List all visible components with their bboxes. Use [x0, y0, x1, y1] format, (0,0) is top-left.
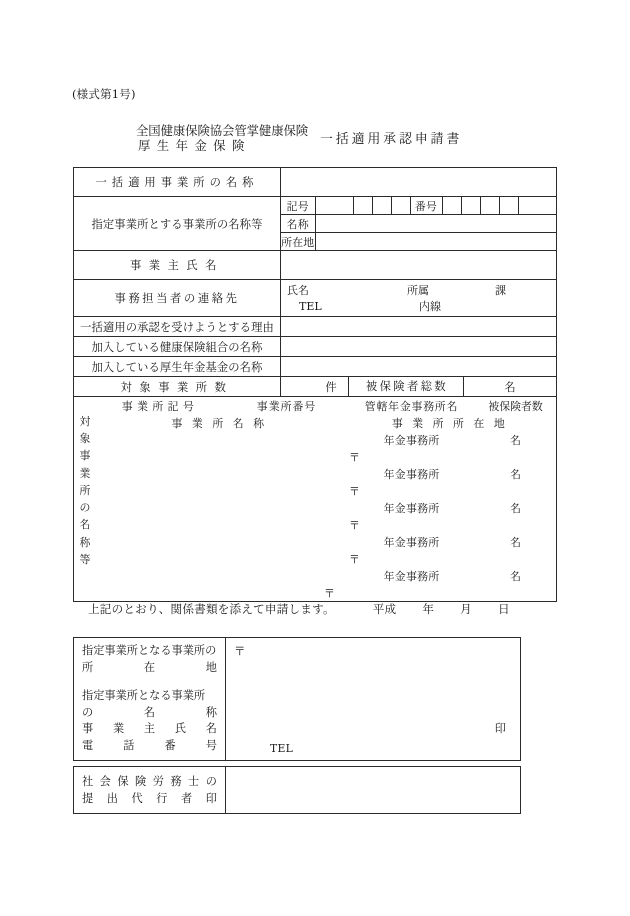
sharoushi-seal-area — [226, 767, 520, 810]
statement-year[interactable]: 年 — [422, 602, 435, 616]
applicant-values — [226, 638, 520, 760]
label-kenpo: 加入している健康保険組合の名称 — [74, 337, 281, 357]
entry-row-address-2 — [74, 482, 557, 499]
label-jigyonushi-shimei — [82, 721, 217, 738]
field-riyu[interactable] — [281, 317, 557, 337]
sharoushi-label-cell — [74, 767, 226, 814]
row-meisho — [281, 215, 556, 233]
field-kigo-blank-1[interactable] — [96, 431, 149, 448]
field-bango-2[interactable] — [480, 197, 499, 215]
field-jigyonushi[interactable] — [281, 251, 557, 280]
label-char: 保 — [117, 775, 129, 788]
field-jigyosho-shozaichi-1[interactable]: 〒 — [349, 450, 360, 464]
label-contact-ka: 課 — [495, 284, 506, 297]
field-jigyosho-shozaichi-5[interactable]: 〒 — [324, 586, 335, 600]
field-bango-c-2[interactable] — [274, 465, 299, 482]
field-hihokensha-su-1[interactable]: 名 — [510, 433, 521, 447]
field-bango-c-4[interactable] — [274, 533, 299, 550]
body-header-row-1 — [74, 397, 557, 414]
field-bango-c-5[interactable] — [274, 567, 299, 584]
entry-row-codes-5 — [74, 567, 557, 584]
label-char: 務 — [170, 775, 182, 788]
field-jigyosho-meisho-1[interactable] — [96, 448, 349, 465]
field-bango-e-4[interactable] — [324, 533, 349, 550]
entry-row-address-5 — [74, 584, 557, 601]
label-char: 名 — [143, 705, 156, 719]
field-bango-b-4[interactable] — [249, 533, 274, 550]
field-kigo-1[interactable] — [353, 197, 372, 215]
label-char: 電 — [82, 738, 94, 752]
row-shitei-jigyosho — [74, 197, 557, 251]
row-kenpo — [74, 337, 557, 357]
title-insurance-stack — [136, 124, 308, 153]
vchar-0: 対 — [79, 414, 91, 428]
field-meisho[interactable] — [315, 215, 556, 233]
entry-row-codes-3 — [74, 499, 557, 516]
row-contact — [74, 280, 557, 317]
sharoushi-row — [74, 767, 521, 814]
field-hihokensha-su-4[interactable]: 名 — [510, 535, 521, 549]
field-kigo-a-1[interactable] — [149, 431, 174, 448]
field-bango-a-4[interactable] — [224, 533, 249, 550]
field-kigo-b-2[interactable] — [174, 465, 199, 482]
label-shozaichi: 所在地 — [281, 233, 315, 251]
label-char: 号 — [205, 738, 217, 752]
applicant-labels — [74, 638, 225, 760]
field-kigo-a-5[interactable] — [149, 567, 174, 584]
statement-day[interactable]: 日 — [497, 602, 510, 616]
field-bango-e-3[interactable] — [324, 499, 349, 516]
field-nenkin-jimusho-2[interactable]: 年金事務所 — [383, 467, 440, 481]
body-block-cell — [74, 397, 557, 602]
field-kikin[interactable] — [281, 357, 557, 377]
label-kigo: 記号 — [281, 197, 315, 215]
main-form-table — [73, 167, 557, 602]
header-jigyosho-meisho: 事業所名称 — [171, 416, 274, 430]
unit-ken: 件 — [325, 380, 337, 394]
label-char: 氏 — [174, 722, 187, 735]
row-count — [74, 377, 557, 397]
label-char: 称 — [205, 705, 217, 719]
shitei-subgrid-cell — [281, 197, 557, 251]
label-char: 所 — [82, 660, 94, 674]
field-bango-c-3[interactable] — [274, 499, 299, 516]
statement-month[interactable]: 月 — [460, 602, 472, 616]
count-inner — [281, 377, 556, 396]
label-ikkatsu-name: 一括適用事業所の名称 — [74, 168, 281, 197]
field-bango-a-2[interactable] — [224, 465, 249, 482]
entry-row-address-3 — [74, 516, 557, 533]
field-kigo-b-3[interactable] — [174, 499, 199, 516]
applicant-row — [74, 638, 521, 761]
label-contact: 事務担当者の連絡先 — [74, 280, 281, 317]
row-kigo-bango — [281, 197, 556, 215]
vchar-5: の — [79, 501, 91, 515]
field-kigo-0[interactable] — [315, 197, 353, 215]
value-tel-label: TEL — [270, 742, 294, 755]
field-nenkin-jimusho-3[interactable]: 年金事務所 — [383, 501, 440, 515]
field-bango-d-2[interactable] — [299, 465, 324, 482]
label-char: 主 — [143, 722, 156, 735]
label-char: 名 — [205, 722, 217, 735]
label-shitei-address-2 — [82, 660, 217, 677]
field-kigo-a-4[interactable] — [149, 533, 174, 550]
label-char: 地 — [205, 660, 217, 674]
field-bango-e-5[interactable] — [324, 567, 349, 584]
label-char: 社 — [82, 775, 94, 788]
field-kigo-blank-3[interactable] — [96, 499, 149, 516]
vchar-8: 等 — [79, 553, 91, 567]
unit-mei: 名 — [504, 380, 516, 394]
jigyosho-list-table — [74, 397, 557, 601]
field-shozaichi[interactable] — [315, 233, 556, 251]
title-line-1: 全国健康保険協会管掌健康保険 — [136, 123, 309, 138]
value-yubin-mark: 〒 — [234, 644, 246, 658]
entry-row-address-4 — [74, 550, 557, 567]
label-char: 事 — [82, 722, 94, 735]
field-bango-3[interactable] — [499, 197, 518, 215]
header-jigyosho-bango: 事業所番号 — [256, 399, 317, 413]
statement-era: 平成 — [372, 602, 397, 616]
title-main: 一括適用承認申請書 — [320, 132, 463, 148]
label-char: 代 — [131, 792, 143, 805]
label-shitei-address-1: 指定事業所となる事業所の — [82, 644, 217, 657]
label-jigyonushi: 事業主氏名 — [74, 251, 281, 280]
row-jigyonushi — [74, 251, 557, 280]
label-meisho: 名称 — [281, 215, 315, 233]
field-kigo-blank-4[interactable] — [96, 533, 149, 550]
row-body-block — [74, 397, 557, 602]
document-title — [136, 124, 462, 153]
label-count: 対象事業所数 — [74, 377, 281, 397]
field-jigyosho-meisho-5[interactable] — [74, 584, 324, 601]
label-char: の — [82, 705, 94, 719]
label-char: 出 — [106, 792, 118, 805]
statement-text: 上記のとおり、関係書類を添えて申請します。 — [88, 602, 335, 616]
label-bango: 番号 — [410, 197, 442, 215]
field-nenkin-jimusho-4[interactable]: 年金事務所 — [383, 535, 440, 549]
vchar-6: 名 — [79, 518, 91, 532]
field-bango-4[interactable] — [518, 197, 556, 215]
row-riyu — [74, 317, 557, 337]
label-char: 険 — [135, 775, 147, 788]
field-bango-d-5[interactable] — [299, 567, 324, 584]
vertical-label-taisho — [74, 397, 96, 584]
label-char: 印 — [205, 792, 217, 805]
field-bango-c-1[interactable] — [274, 431, 299, 448]
label-gap — [82, 676, 217, 688]
field-jigyosho-shozaichi-2[interactable]: 〒 — [349, 484, 360, 498]
field-kigo-a-3[interactable] — [149, 499, 174, 516]
header-hihokensha-su: 被保険者数 — [488, 399, 543, 413]
label-char: 在 — [143, 660, 156, 674]
form-number: (様式第1号) — [72, 87, 136, 101]
field-kigo-b-4[interactable] — [174, 533, 199, 550]
field-ikkatsu-name[interactable] — [281, 168, 557, 197]
field-contact[interactable] — [281, 280, 557, 317]
vchar-4: 所 — [79, 483, 91, 497]
field-bango-e-1[interactable] — [324, 431, 349, 448]
field-kigo-c-4[interactable] — [199, 533, 224, 550]
label-char: 士 — [188, 775, 200, 788]
header-kankatsu: 管轄年金事務所名 — [364, 399, 459, 413]
sharoushi-seal-field[interactable] — [226, 767, 521, 814]
field-kigo-c-1[interactable] — [199, 431, 224, 448]
label-char: 会 — [99, 775, 111, 788]
label-char: 提 — [82, 792, 94, 805]
seal-mark: 印 — [494, 722, 506, 735]
header-jigyosho-kigo: 事業所記号 — [121, 399, 199, 413]
field-jigyosho-meisho-3[interactable] — [96, 516, 349, 533]
row-ikkatsu-name — [74, 168, 557, 197]
field-bango-1[interactable] — [461, 197, 480, 215]
field-bango-0[interactable] — [442, 197, 461, 215]
entry-row-codes-1 — [74, 431, 557, 448]
contact-row-2 — [287, 299, 550, 315]
field-bango-a-1[interactable] — [224, 431, 249, 448]
sharoushi-table — [73, 766, 521, 814]
vchar-3: 業 — [79, 466, 91, 480]
label-kikin: 加入している厚生年金基金の名称 — [74, 357, 281, 377]
field-jigyosho-meisho-4[interactable] — [96, 550, 349, 567]
row-kikin — [74, 357, 557, 377]
row-shozaichi — [281, 233, 556, 251]
label-shitei-name-2 — [82, 705, 217, 722]
field-jigyosho-shozaichi-3[interactable]: 〒 — [349, 518, 360, 532]
applicant-labels-cell — [74, 638, 226, 761]
contact-inner — [281, 280, 556, 316]
applicant-details-table — [73, 637, 521, 761]
vchar-1: 象 — [79, 431, 91, 445]
label-hihokensha-total: 被保険者総数 — [348, 377, 464, 396]
field-hihokensha-su-3[interactable]: 名 — [510, 501, 521, 515]
field-kigo-c-5[interactable] — [199, 567, 224, 584]
body-header-row-2 — [74, 414, 557, 431]
vchar-2: 事 — [79, 449, 91, 463]
label-sharoushi-2 — [82, 790, 217, 807]
field-bango-b-3[interactable] — [249, 499, 274, 516]
label-denwa-bango — [82, 738, 217, 755]
field-bango-d-1[interactable] — [299, 431, 324, 448]
field-bango-b-2[interactable] — [249, 465, 274, 482]
label-sharoushi-1 — [82, 773, 217, 790]
entry-row-codes-4 — [74, 533, 557, 550]
label-contact-naisen: 内線 — [419, 299, 441, 313]
field-bango-d-3[interactable] — [299, 499, 324, 516]
field-bango-a-3[interactable] — [224, 499, 249, 516]
label-shitei-jigyosho: 指定事業所とする事業所の名称等 — [74, 197, 281, 251]
label-char: の — [205, 775, 217, 788]
label-char: 者 — [181, 792, 193, 805]
label-riyu: 一括適用の承認を受けようとする理由 — [74, 317, 281, 337]
field-kigo-c-3[interactable] — [199, 499, 224, 516]
field-nenkin-jimusho-5[interactable]: 年金事務所 — [383, 569, 440, 583]
label-contact-shozoku: 所属 — [407, 284, 429, 297]
field-kigo-b-5[interactable] — [174, 567, 199, 584]
label-char: 労 — [152, 775, 164, 788]
field-bango-b-5[interactable] — [249, 567, 274, 584]
field-jigyosho-shozaichi-4[interactable]: 〒 — [349, 552, 360, 566]
field-jigyosho-meisho-2[interactable] — [96, 482, 349, 499]
field-kigo-2[interactable] — [372, 197, 391, 215]
field-nenkin-jimusho-1[interactable]: 年金事務所 — [383, 433, 440, 447]
field-kigo-c-2[interactable] — [199, 465, 224, 482]
field-hihokensha-su-5[interactable]: 名 — [510, 569, 521, 583]
count-cell — [281, 377, 557, 397]
label-char: 業 — [112, 722, 125, 735]
sharoushi-labels — [74, 767, 225, 813]
applicant-values-cell[interactable] — [226, 638, 521, 761]
label-contact-shimei: 氏名 — [287, 284, 309, 297]
field-kigo-blank-2[interactable] — [96, 465, 149, 482]
field-bango-d-4[interactable] — [299, 533, 324, 550]
entry-row-address-1 — [74, 448, 557, 465]
label-shitei-name-1: 指定事業所となる事業所 — [82, 689, 206, 702]
vchar-7: 称 — [79, 535, 91, 549]
field-kenpo[interactable] — [281, 337, 557, 357]
application-statement — [88, 601, 510, 617]
field-kigo-a-2[interactable] — [149, 465, 174, 482]
shitei-subgrid — [281, 197, 556, 250]
label-contact-tel: TEL — [299, 299, 322, 313]
field-bango-a-5[interactable] — [224, 567, 249, 584]
label-char: 行 — [156, 792, 168, 805]
field-kigo-3[interactable] — [391, 197, 410, 215]
field-kigo-b-1[interactable] — [174, 431, 199, 448]
entry-row-codes-2 — [74, 465, 557, 482]
field-bango-b-1[interactable] — [249, 431, 274, 448]
header-jigyosho-shozaichi: 事業所所在地 — [391, 416, 515, 430]
field-kigo-blank-5[interactable] — [96, 567, 149, 584]
field-hihokensha-su-2[interactable]: 名 — [510, 467, 521, 481]
title-line-2: 厚生年金保険 — [138, 137, 251, 153]
label-char: 番 — [164, 738, 176, 752]
field-bango-e-2[interactable] — [324, 465, 349, 482]
contact-row-1 — [287, 283, 550, 299]
label-char: 話 — [123, 738, 135, 752]
